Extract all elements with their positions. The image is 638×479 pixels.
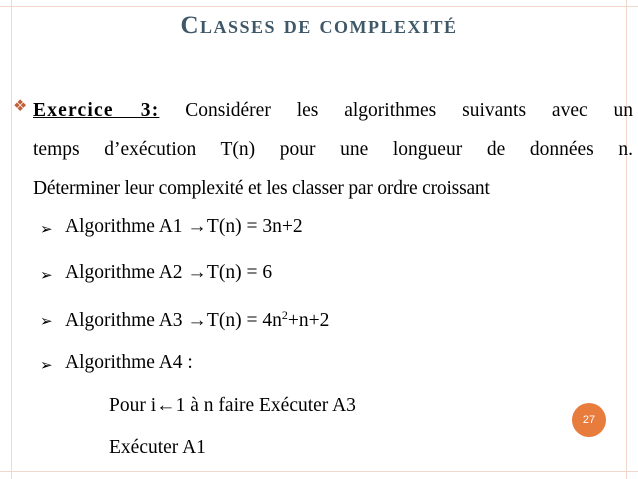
left-arrow-icon: ← <box>156 395 176 416</box>
frame-right-line <box>626 0 627 479</box>
slide-title: Classes de complexité <box>180 12 458 39</box>
frame-top-line <box>0 6 638 7</box>
formula-exponent: 2 <box>281 308 288 322</box>
algorithm-formula: T(n) = 6 <box>206 262 273 283</box>
page-number-badge: 27 <box>572 403 606 437</box>
algorithm-a3 <box>65 308 329 332</box>
right-arrow-icon: → <box>187 216 207 237</box>
algorithm-formula: T(n) = 3n+2 <box>206 216 303 237</box>
algorithm-name: Algorithme A3 <box>65 310 188 331</box>
algorithm-a1 <box>65 216 303 238</box>
arrow-bullet-icon: ➢ <box>40 220 53 238</box>
loop-text-rest: 1 à n faire Exécuter A3 <box>175 395 356 416</box>
algorithm-name: Algorithme A4 : <box>65 352 193 373</box>
loop-text: Pour i <box>109 395 157 416</box>
a4-loop-line <box>109 395 356 417</box>
algorithm-a4 <box>65 352 193 374</box>
algorithm-name: Algorithme A1 <box>65 216 188 237</box>
algorithm-name: Algorithme A2 <box>65 262 188 283</box>
exercise-label: Exercice 3: <box>33 100 160 121</box>
frame-left-line <box>11 0 12 479</box>
algorithm-formula: T(n) = 4n <box>206 310 282 331</box>
a4-final-line: Exécuter A1 <box>109 437 206 458</box>
exercise-paragraph <box>33 91 633 208</box>
right-arrow-icon: → <box>187 310 207 331</box>
exercise-line-3: Déterminer leur complexité et les classer par ordre croissant <box>33 178 490 199</box>
arrow-bullet-icon: ➢ <box>40 356 53 374</box>
algorithm-formula-rest: +n+2 <box>287 310 330 331</box>
right-arrow-icon: → <box>187 262 207 283</box>
arrow-bullet-icon: ➢ <box>40 312 53 330</box>
algorithm-a2 <box>65 262 272 284</box>
exercise-line-1 <box>33 91 633 130</box>
diamond-bullet-icon: ❖ <box>13 96 28 115</box>
frame-bottom-line <box>0 471 638 472</box>
arrow-bullet-icon: ➢ <box>40 266 53 284</box>
exercise-line-2: temps d’exécution T(n) pour une longueur de données n. <box>33 139 633 160</box>
exercise-line-1-text: Considérer les algorithmes suivants avec un <box>159 100 633 121</box>
